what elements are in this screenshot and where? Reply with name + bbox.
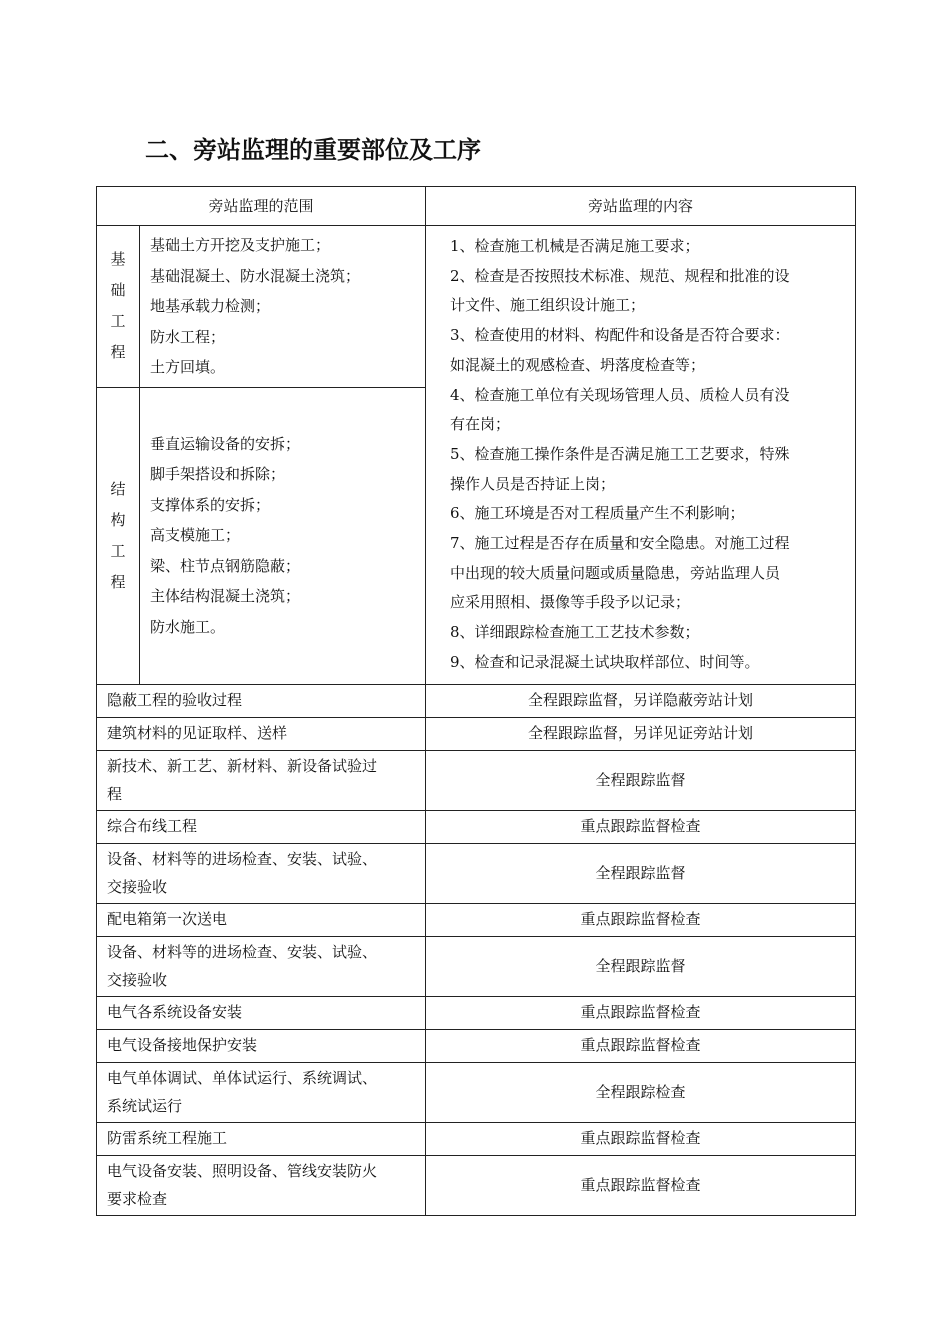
row-scope-line: 防雷系统工程施工 bbox=[107, 1129, 228, 1147]
row-content: 全程跟踪监督 bbox=[426, 750, 856, 810]
row-scope-line: 电气设备接地保护安装 bbox=[107, 1036, 258, 1054]
row-scope bbox=[97, 684, 426, 717]
foundation-items bbox=[140, 226, 426, 388]
content-line: 应采用照相、摄像等手段予以记录； bbox=[450, 593, 691, 612]
content-line: 5、检查施工操作条件是否满足施工工艺要求，特殊 bbox=[450, 444, 790, 463]
supervision-content bbox=[426, 226, 856, 685]
content-line: 2、检查是否按照技术标准、规范、规程和批准的设 bbox=[450, 266, 790, 285]
row-content: 全程跟踪监督，另详隐蔽旁站计划 bbox=[426, 684, 856, 717]
row-content: 重点跟踪监督检查 bbox=[426, 1122, 856, 1155]
row-scope-line: 交接验收 bbox=[107, 878, 168, 896]
row-scope-line: 电气各系统设备安装 bbox=[107, 1003, 243, 1021]
row-scope bbox=[97, 1029, 426, 1062]
row-content: 重点跟踪监督检查 bbox=[426, 810, 856, 843]
foundation-label: 基 础 工 程 bbox=[97, 226, 140, 388]
content-line: 操作人员是否持证上岗； bbox=[450, 474, 616, 493]
row-scope-line: 电气单体调试、单体试运行、系统调试、 bbox=[107, 1069, 378, 1087]
content-line: 如混凝土的观感检查、坍落度检查等； bbox=[450, 355, 706, 374]
row-content: 全程跟踪检查 bbox=[426, 1062, 856, 1122]
row-scope bbox=[97, 903, 426, 936]
list-item: 主体结构混凝土浇筑； bbox=[150, 587, 301, 606]
row-content: 重点跟踪监督检查 bbox=[426, 1029, 856, 1062]
content-line: 7、施工过程是否存在质量和安全隐患。对施工过程 bbox=[450, 534, 790, 553]
row-scope-line: 程 bbox=[107, 785, 123, 803]
table-row bbox=[97, 717, 856, 750]
row-scope bbox=[97, 996, 426, 1029]
row-scope bbox=[97, 1122, 426, 1155]
table-row bbox=[97, 936, 856, 996]
row-scope bbox=[97, 1155, 426, 1215]
table-row bbox=[97, 1122, 856, 1155]
table-row bbox=[97, 1062, 856, 1122]
row-scope bbox=[97, 810, 426, 843]
table-row bbox=[97, 843, 856, 903]
foundation-row bbox=[97, 226, 856, 388]
list-item: 垂直运输设备的安拆； bbox=[150, 434, 301, 453]
header-scope: 旁站监理的范围 bbox=[97, 187, 426, 226]
content-line: 中出现的较大质量问题或质量隐患，旁站监理人员 bbox=[450, 563, 781, 582]
table-row bbox=[97, 996, 856, 1029]
content-line: 8、详细跟踪检查施工工艺技术参数； bbox=[450, 623, 700, 642]
content-line: 1、检查施工机械是否满足施工要求； bbox=[450, 237, 700, 255]
table-row bbox=[97, 1155, 856, 1215]
list-item: 梁、柱节点钢筋隐蔽； bbox=[150, 556, 301, 575]
row-scope-line: 建筑材料的见证取样、送样 bbox=[107, 724, 288, 742]
table-header-row bbox=[97, 187, 856, 226]
row-content: 全程跟踪监督 bbox=[426, 843, 856, 903]
row-scope-line: 系统试运行 bbox=[107, 1097, 183, 1115]
supervision-table bbox=[96, 186, 856, 1216]
content-line: 计文件、施工组织设计施工； bbox=[450, 296, 646, 315]
row-scope-line: 配电箱第一次送电 bbox=[107, 910, 228, 928]
row-scope-line: 设备、材料等的进场检查、安装、试验、 bbox=[107, 943, 378, 961]
page-title: 二、旁站监理的重要部位及工序 bbox=[145, 136, 481, 164]
row-scope bbox=[97, 843, 426, 903]
row-scope-line: 电气设备安装、照明设备、管线安装防火 bbox=[107, 1162, 378, 1180]
header-content: 旁站监理的内容 bbox=[426, 187, 856, 226]
list-item: 脚手架搭设和拆除； bbox=[150, 465, 286, 484]
row-scope-line: 交接验收 bbox=[107, 971, 168, 989]
row-scope bbox=[97, 1062, 426, 1122]
structure-items bbox=[140, 387, 426, 684]
content-line: 6、施工环境是否对工程质量产生不利影响； bbox=[450, 504, 745, 523]
content-line: 9、检查和记录混凝土试块取样部位、时间等。 bbox=[450, 652, 760, 671]
table-row bbox=[97, 750, 856, 810]
row-content: 全程跟踪监督，另详见证旁站计划 bbox=[426, 717, 856, 750]
list-item: 支撑体系的安拆； bbox=[150, 495, 271, 514]
list-item: 防水工程； bbox=[150, 327, 226, 346]
row-scope-line: 设备、材料等的进场检查、安装、试验、 bbox=[107, 850, 378, 868]
row-content: 重点跟踪监督检查 bbox=[426, 903, 856, 936]
row-content: 重点跟踪监督检查 bbox=[426, 996, 856, 1029]
content-line: 4、检查施工单位有关现场管理人员、质检人员有没 bbox=[450, 385, 790, 404]
table-row bbox=[97, 903, 856, 936]
row-scope-line: 综合布线工程 bbox=[107, 817, 198, 835]
table-row bbox=[97, 810, 856, 843]
row-scope bbox=[97, 936, 426, 996]
list-item: 基础土方开挖及支护施工； bbox=[150, 236, 331, 254]
row-scope bbox=[97, 750, 426, 810]
row-scope-line: 隐蔽工程的验收过程 bbox=[107, 691, 243, 709]
table-row bbox=[97, 1029, 856, 1062]
structure-label: 结 构 工 程 bbox=[97, 387, 140, 684]
list-item: 基础混凝土、防水混凝土浇筑； bbox=[150, 266, 361, 285]
content-line: 3、检查使用的材料、构配件和设备是否符合要求： bbox=[450, 326, 790, 345]
row-scope bbox=[97, 717, 426, 750]
table-row bbox=[97, 684, 856, 717]
row-content: 全程跟踪监督 bbox=[426, 936, 856, 996]
list-item: 高支模施工； bbox=[150, 526, 241, 545]
content-line: 有在岗； bbox=[450, 415, 511, 434]
list-item: 防水施工。 bbox=[150, 617, 226, 636]
row-scope-line: 新技术、新工艺、新材料、新设备试验过 bbox=[107, 757, 378, 775]
row-scope-line: 要求检查 bbox=[107, 1190, 168, 1208]
list-item: 土方回填。 bbox=[150, 358, 226, 376]
row-content: 重点跟踪监督检查 bbox=[426, 1155, 856, 1215]
list-item: 地基承载力检测； bbox=[150, 297, 271, 315]
